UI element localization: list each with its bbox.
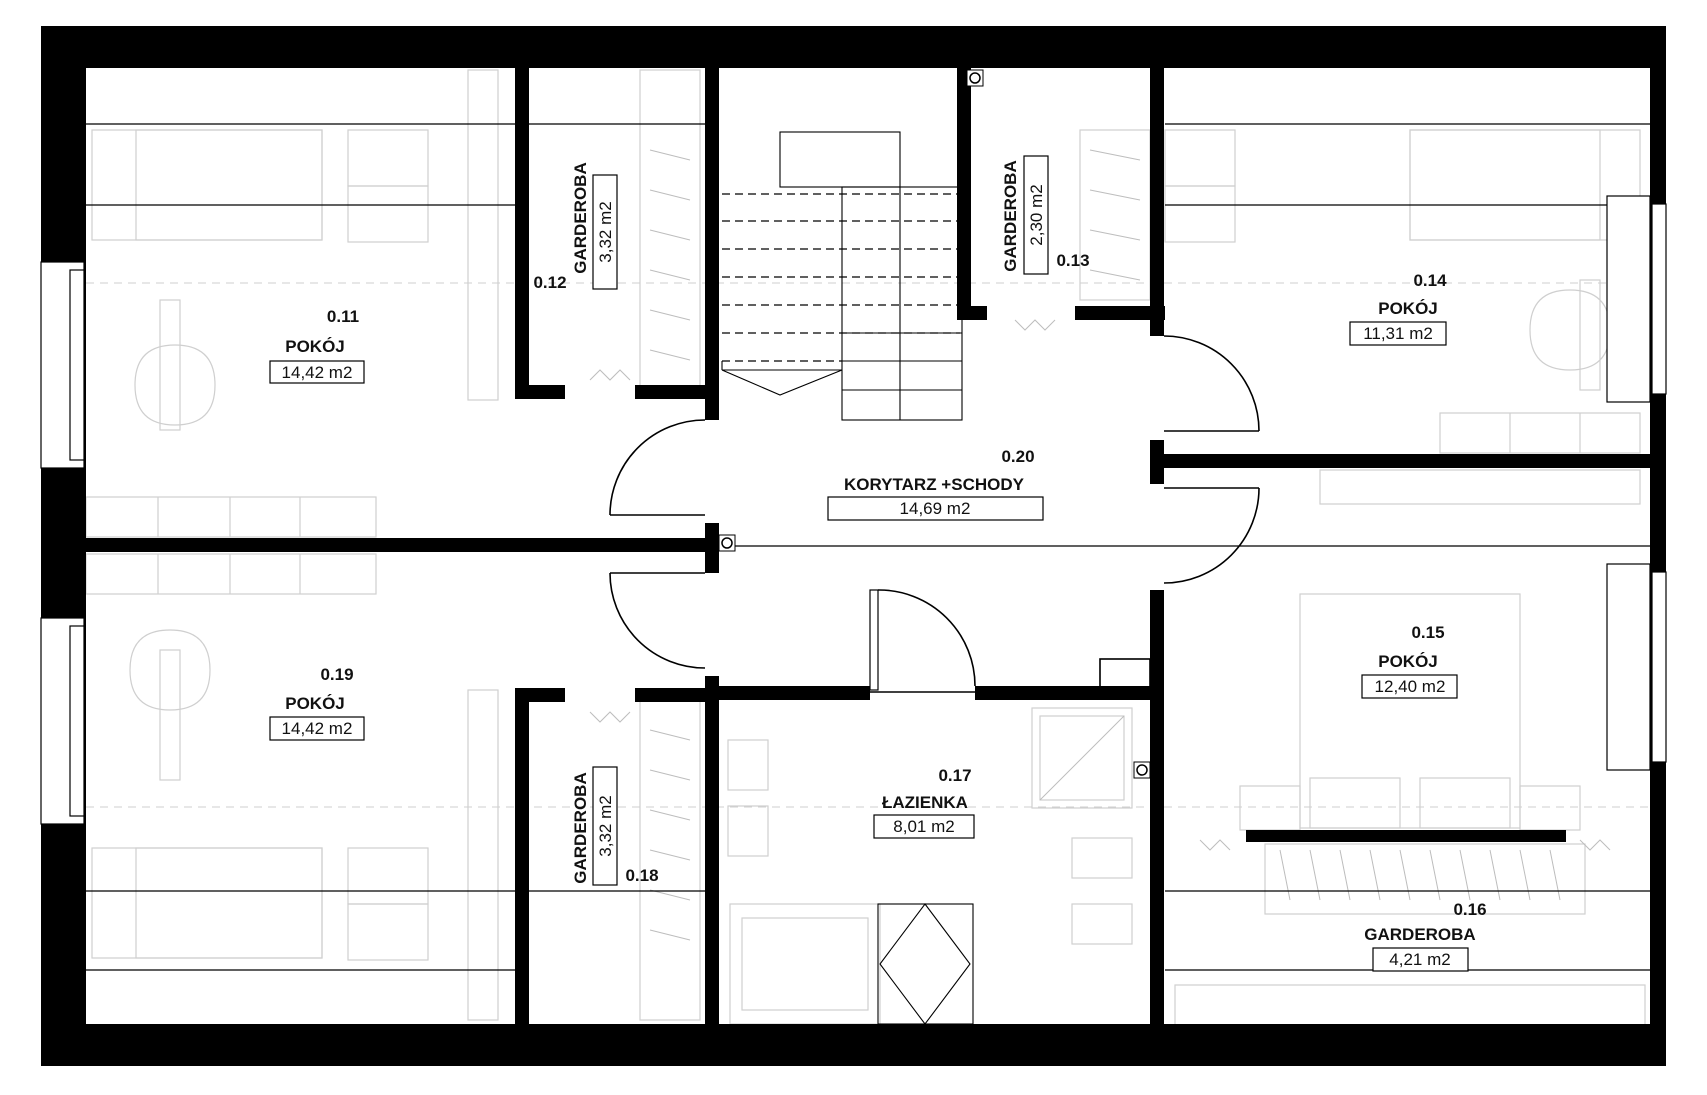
- room-name: POKÓJ: [1378, 652, 1438, 671]
- ventilation-icon: [967, 70, 983, 86]
- room-number: 0.17: [938, 766, 972, 785]
- room-0-20-label: [828, 447, 1043, 520]
- room-name: POKÓJ: [285, 694, 345, 713]
- room-name: POKÓJ: [1378, 299, 1438, 318]
- room-0-13-label: [1001, 156, 1090, 274]
- room-name: GARDEROBA: [571, 772, 590, 884]
- room-area: 12,40 m2: [1374, 677, 1446, 696]
- room-name: POKÓJ: [285, 337, 345, 356]
- room-area: 3,32 m2: [596, 795, 615, 857]
- ventilation-icon: [719, 535, 735, 551]
- room-area: 14,69 m2: [899, 499, 971, 518]
- room-number: 0.19: [320, 665, 354, 684]
- room-name: GARDEROBA: [1001, 160, 1020, 272]
- room-number: 0.12: [533, 273, 567, 292]
- room-area: 2,30 m2: [1027, 184, 1046, 246]
- room-number: 0.11: [326, 307, 360, 326]
- ventilation-icon: [1134, 762, 1150, 778]
- room-number: 0.20: [1001, 447, 1035, 466]
- room-0-19-label: [270, 665, 364, 740]
- room-number: 0.18: [625, 866, 659, 885]
- room-area: 11,31 m2: [1363, 324, 1433, 343]
- doors: [590, 320, 1610, 850]
- room-area: 14,42 m2: [281, 719, 353, 738]
- room-number: 0.13: [1056, 251, 1090, 270]
- room-number: 0.15: [1411, 623, 1445, 642]
- room-name: GARDEROBA: [571, 162, 590, 274]
- room-0-16-label: [1364, 900, 1486, 971]
- room-number: 0.14: [1413, 271, 1447, 290]
- room-name: ŁAZIENKA: [882, 793, 968, 812]
- staircase: [722, 132, 962, 420]
- room-area: 4,21 m2: [1389, 950, 1451, 969]
- room-0-12-label: [533, 162, 617, 292]
- room-area: 8,01 m2: [893, 817, 955, 836]
- room-0-11-label: [270, 307, 364, 383]
- room-0-18-label: [571, 767, 659, 885]
- room-name: GARDEROBA: [1364, 925, 1476, 944]
- room-0-15-label: [1362, 623, 1457, 698]
- room-0-14-label: [1350, 271, 1447, 345]
- room-name: KORYTARZ +SCHODY: [844, 475, 1024, 494]
- room-0-17-label: [874, 766, 974, 838]
- room-area: 14,42 m2: [281, 363, 353, 382]
- room-area: 3,32 m2: [596, 201, 615, 263]
- room-number: 0.16: [1453, 900, 1487, 919]
